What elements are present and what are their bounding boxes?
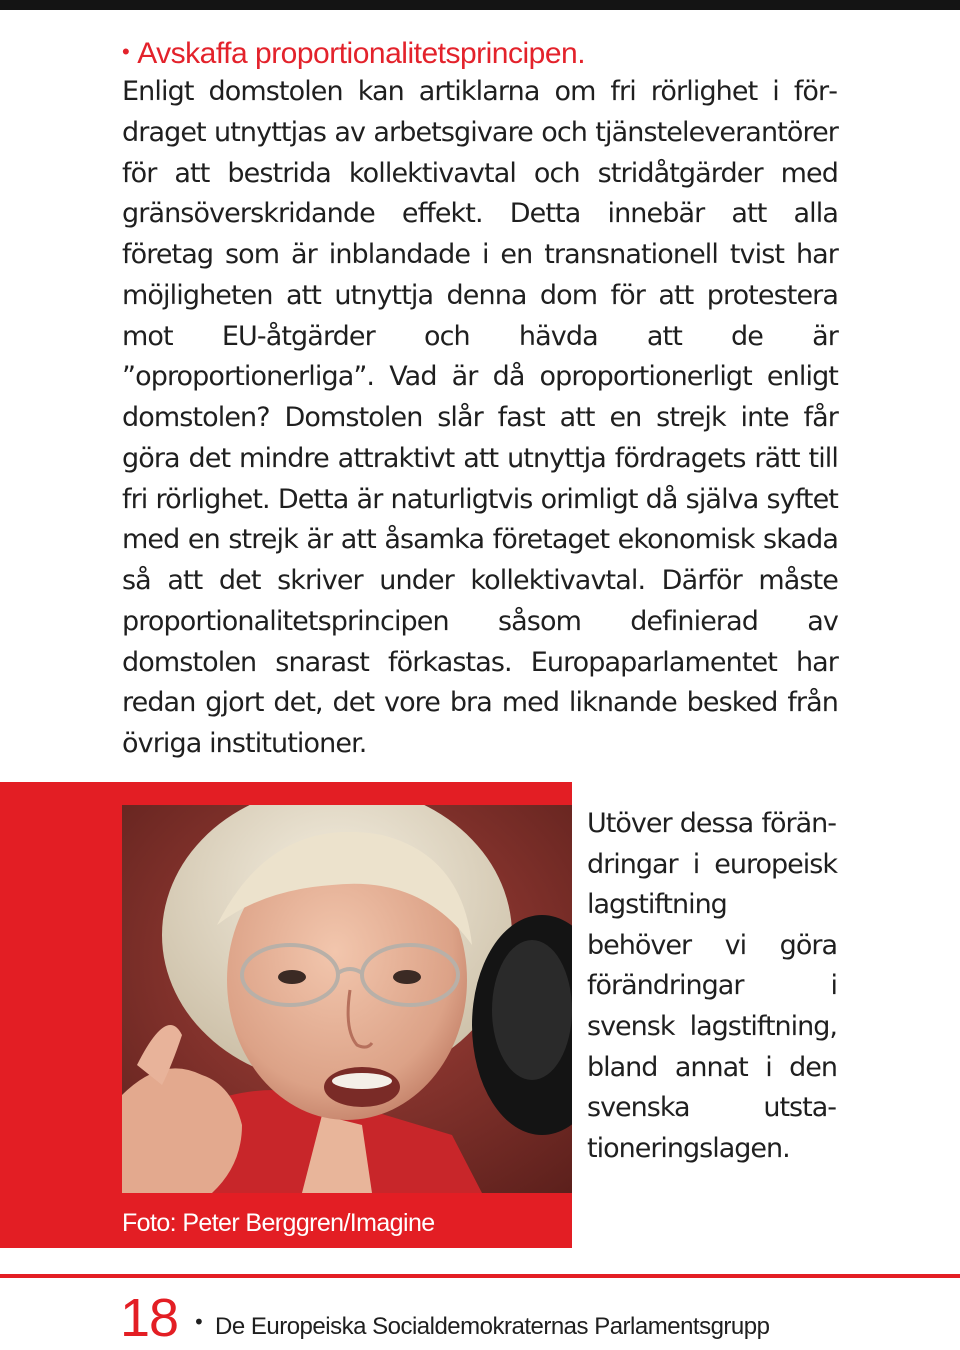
bullet-icon: •: [122, 39, 130, 64]
photo-caption: Foto: Peter Berggren/Imagine: [122, 1209, 435, 1237]
footer-bullet-icon: •: [193, 1310, 205, 1334]
footer-title: De Europeiska Socialdemokraternas Parlamentsgrupp: [215, 1313, 770, 1340]
top-rule: [0, 0, 960, 10]
page-number: 18: [120, 1288, 179, 1348]
speaker-photo: [122, 805, 572, 1193]
footer-rule: [0, 1274, 960, 1278]
body-paragraph: Enligt domstolen kan artiklarna om fri rörlighet i fördraget utnyttjas av arbetsgivare och tjänsteleverantörer för att bestrida kollektivavtal och stridåtgärder med gränsöverskridande effekt. Detta innebär att alla företag som är inblandade i en transnationell tvist har möjligheten att utnyttja denna dom för att protestera mot EU-åtgärder och hävda att de är ”oproportionerliga”. Vad är då oproportionerligt enligt domstolen? Domstolen slår fast att en strejk inte får göra det mindre attraktivt att utnyttja fördragets rätt till fri rörlighet. Detta är naturligtvis orimligt då själva syftet med en strejk är att åsamka företaget ekonomisk skada så att det skriver under kollektivavtal. Därför måste proportionalitetsprincipen såsom definierad av domstolen snarast förkastas. Europaparlamentet har redan gjort det, det vore bra med liknande besked från övriga institutioner.: [122, 76, 838, 759]
section-heading-text: Avskaffa proportionalitetsprincipen.: [137, 37, 586, 70]
section-heading: [122, 32, 585, 74]
sidebar-paragraph: Utöver dessa förändringar i europeisk lagstiftning behöver vi göra förändringar i svensk lagstiftning, bland annat i den svenska utstationeringslagen.: [587, 808, 837, 1164]
